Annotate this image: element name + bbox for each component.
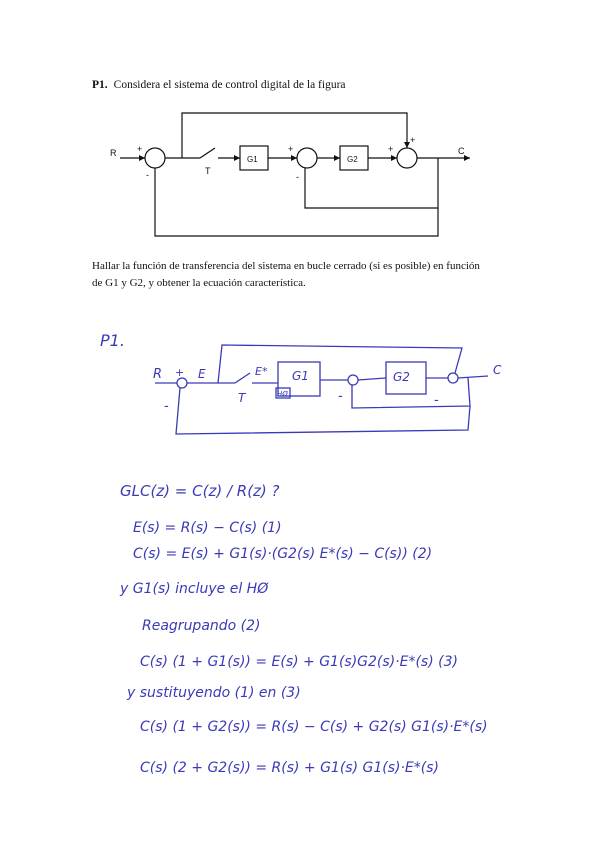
hand-line-7: y sustituyendo (1) en (3) bbox=[127, 685, 301, 701]
hand-g1-label: G1 bbox=[292, 369, 309, 383]
hand-line-3: C(s) = E(s) + G1(s)·(G2(s) E*(s) − C(s)) (2) bbox=[133, 546, 433, 562]
hand-line bbox=[358, 378, 386, 380]
plus-sign: + bbox=[388, 144, 394, 154]
statement-line: de G1 y G2, y obtener la ecuación característica. bbox=[92, 277, 306, 289]
hand-sum-junction bbox=[348, 375, 358, 385]
plus-sign: + bbox=[288, 144, 294, 154]
hand-line-9: C(s) (2 + G2(s)) = R(s) + G1(s) G1(s)·E*(s) bbox=[140, 760, 439, 776]
hand-sum-junction bbox=[448, 373, 458, 383]
hand-sum-junction bbox=[177, 378, 187, 388]
hand-label: P1. bbox=[100, 331, 125, 350]
hand-sampler-label: T bbox=[238, 391, 246, 405]
minus-sign: - bbox=[146, 170, 149, 180]
hand-g2-label: G2 bbox=[393, 370, 410, 384]
minus-sign: - bbox=[338, 389, 343, 404]
plus-sign: + bbox=[175, 366, 185, 379]
hand-line-5: Reagrupando (2) bbox=[142, 618, 261, 634]
diagram-input-label: R bbox=[110, 148, 117, 158]
g2-label: G2 bbox=[347, 155, 358, 164]
sampler-label: T bbox=[205, 166, 211, 176]
minus-sign: - bbox=[434, 393, 439, 408]
plus-sign: + bbox=[410, 135, 416, 145]
hand-input-label: R bbox=[153, 367, 163, 382]
diagram-output-label: C bbox=[458, 146, 465, 156]
minus-sign: - bbox=[164, 399, 169, 414]
hand-sketch bbox=[155, 345, 488, 434]
hand-error-label: E bbox=[198, 367, 206, 381]
hand-line-6: C(s) (1 + G1(s)) = E(s) + G1(s)G2(s)·E*(s) (3) bbox=[140, 654, 458, 670]
hand-hold-label: HØ bbox=[277, 390, 288, 398]
statement-line: Hallar la función de transferencia del sistema en bucle cerrado (si es posible) en función bbox=[92, 260, 480, 272]
hand-sampled-label: E* bbox=[255, 365, 268, 378]
hand-outer-feedback bbox=[176, 388, 470, 434]
plus-sign: + bbox=[137, 144, 143, 154]
hand-output-label: C bbox=[493, 363, 502, 377]
hand-line bbox=[458, 376, 488, 378]
hand-line-1: GLC(z) = C(z) / R(z) ? bbox=[120, 482, 280, 500]
g1-label: G1 bbox=[247, 155, 258, 164]
hand-line-2: E(s) = R(s) − C(s) (1) bbox=[133, 520, 282, 536]
problem-number: P1. bbox=[92, 79, 108, 91]
hand-line-8: C(s) (1 + G2(s)) = R(s) − C(s) + G2(s) G1(s)·E*(s) bbox=[140, 719, 488, 735]
minus-sign: - bbox=[296, 172, 299, 182]
hand-sampler-switch bbox=[235, 373, 250, 383]
problem-prompt: Considera el sistema de control digital de la figura bbox=[113, 79, 346, 91]
hand-line-4: y G1(s) incluye el HØ bbox=[120, 581, 269, 597]
